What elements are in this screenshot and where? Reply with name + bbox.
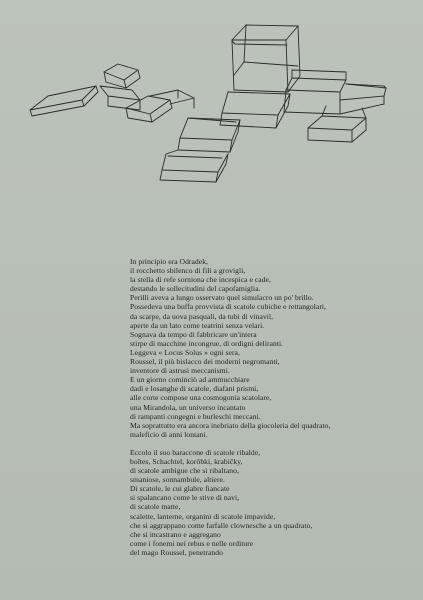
poem-line: smaniose, sonnambule, altiere. (130, 475, 225, 485)
poem-line: che si incastrano e aggregano (130, 529, 221, 539)
poem-line: dadi e losanghe di scatole, diafani prismi, (130, 384, 259, 394)
poem-line: inventore di astrusi meccanismi. (130, 366, 230, 376)
poem-line: del mago Roussel, penetrando (130, 547, 223, 557)
poem-line: Ma soprattutto era ancora inebriato della giocoleria del quadrato, (130, 420, 331, 430)
mid-box-sketch (220, 92, 290, 128)
poem-line: di scatole matte, (130, 502, 181, 512)
poem-line: di scatole ambigue che si ribaltano, (130, 466, 239, 476)
poem-line: E un giorno cominciò ad ammucchiare (130, 375, 250, 385)
lower-stack-sketch (160, 118, 240, 182)
poem-line: alle corte compose una cosmogonia scatolare, (130, 393, 272, 403)
right-boxes-sketch (284, 70, 386, 142)
poem-line: maleficio di anni lontani. (130, 429, 208, 439)
poem-line: Roussel, il più bislacco dei moderni negromanti, (130, 357, 280, 367)
poem-line: si spalancano come le stive di navi, (130, 493, 240, 503)
poem-stanza-1 (130, 257, 415, 439)
poem-line: che si aggrappano come farfalle clownesche a un quadrato, (130, 520, 313, 530)
left-boxes-sketch (30, 64, 194, 122)
poem-line: Leggeva « Locus Solus » ogni sera, (130, 347, 240, 357)
poem-line: Sognava da tempo di fabbricare un'intera (130, 329, 257, 339)
poem-line: scalette, lanterne, organini di scatole impavide, (130, 511, 276, 521)
poem-line: Eccolo il suo baraccone di scatole ribalde, (130, 447, 261, 457)
poem-line: Perilli aveva a lungo osservato quel simulacro un po' brillo. (130, 293, 314, 303)
poem-line: Di scatole, le cui glabre fiancate (130, 484, 230, 494)
poem-line: di rampanti congegni e burleschi meccani. (130, 411, 261, 421)
poem-line: stirpe di macchine incongrue, di ordigni deliranti. (130, 338, 284, 348)
poem-text (130, 257, 415, 566)
poem-line: da scarpe, da uova pasquali, da tubi di vinavil, (130, 311, 274, 321)
poem-line: destando le sollecitudini del capofamiglia. (130, 284, 261, 294)
poem-line: una Mirandola, un universo incantato (130, 402, 246, 412)
poem-stanza-2 (130, 448, 415, 557)
poem-line: boîtes, Schachtel, korôbki, krabičky, (130, 456, 243, 466)
poem-line: aperte da un lato come teatrini senza velari. (130, 320, 265, 330)
poem-line: il rocchetto sbilenco di fili a grovigli, (130, 266, 246, 276)
poem-line: In principio era Odradek, (130, 257, 208, 266)
poem-line: la stella di refe sorniona che incespica e cade, (130, 275, 271, 285)
poem-line: Possedeva una buffa provvista di scatole cubiche e rettangolari, (130, 302, 327, 312)
poem-line: come i fonemi nei rebus e nelle orditure (130, 538, 254, 548)
wireframe-boxes-drawing (0, 0, 423, 260)
